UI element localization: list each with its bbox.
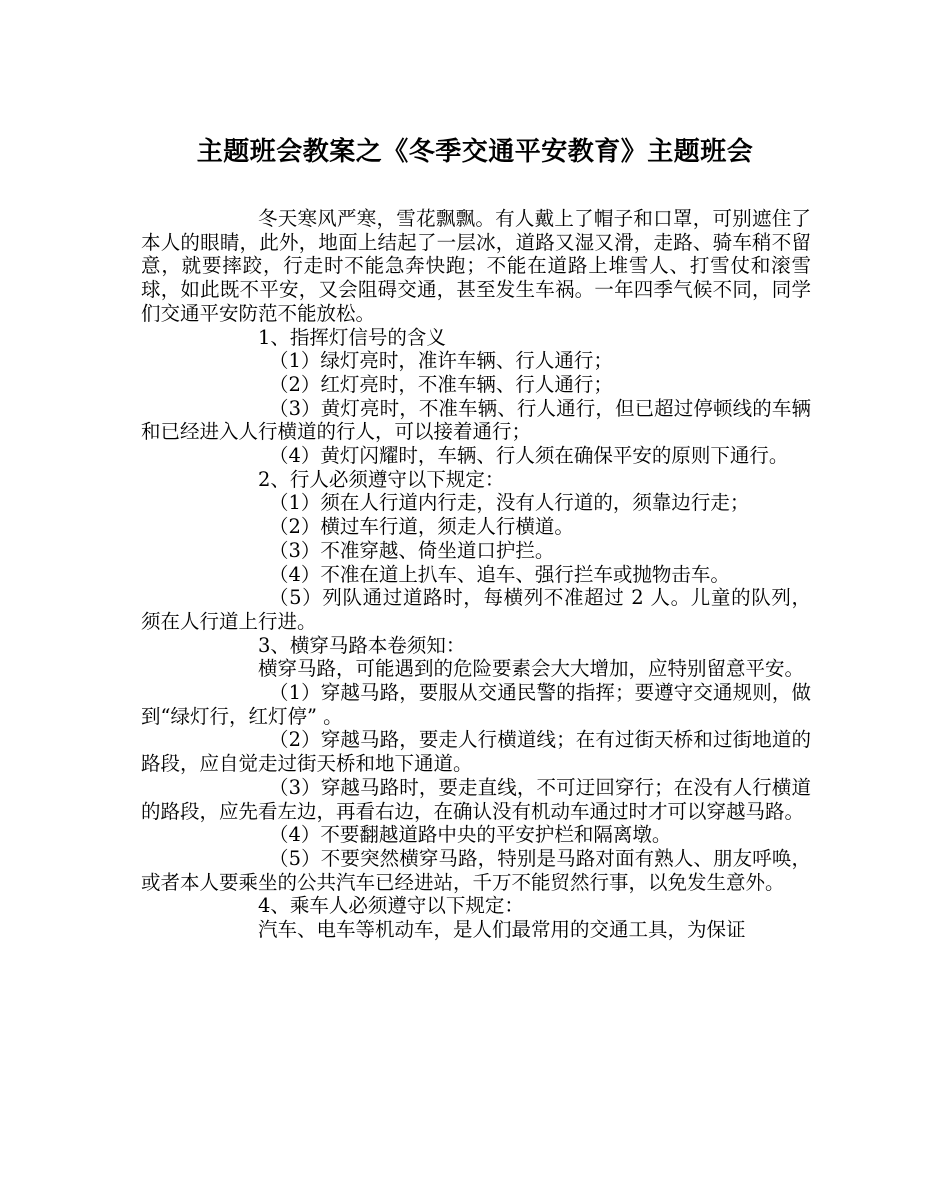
paragraph: 1、指挥灯信号的含义 [258,325,446,349]
paragraph: （5）列队通过道路时，每横列不准超过 2 人。儿童的队列，须在人行道上行进。 [141,586,811,633]
paragraph: （2）红灯亮时，不准车辆、行人通行； [269,372,613,396]
paragraph: （2）横过车行道，须走人行横道。 [269,515,574,539]
document-body [141,207,811,942]
paragraph: （1）穿越马路，要服从交通民警的指挥；要遵守交通规则，做到“绿灯行，红灯停” 。 [141,681,811,728]
paragraph: 冬天寒风严寒，雪花飘飘。有人戴上了帽子和口罩，可别遮住了本人的眼睛，此外，地面上结起了一层冰，道路又湿又滑，走路、骑车稍不留意，就要摔跤，行走时不能急奔快跑；不能在道路上堆雪人、打雪仗和滚雪球，如此既不平安，又会阻碍交通，甚至发生车祸。一年四季气候不同，同学们交通平安防范不能放松。 [141,207,811,325]
paragraph: （5）不要突然横穿马路，特别是马路对面有熟人、朋友呼唤，或者本人要乘坐的公共汽车已经进站，千万不能贸然行事，以免发生意外。 [141,846,811,894]
paragraph: （4）不准在道上扒车、追车、强行拦车或抛物击车。 [269,562,730,586]
paragraph: （3）不准穿越、倚坐道口护拦。 [269,538,555,562]
paragraph: 2、行人必须遵守以下规定： [258,467,505,491]
paragraph: （1）须在人行道内行走，没有人行道的，须靠边行走； [269,491,750,515]
paragraph: 4、乘车人必须遵守以下规定： [258,894,524,918]
paragraph: （4）黄灯闪耀时，车辆、行人须在确保平安的原则下通行。 [269,444,789,468]
paragraph: （3）黄灯亮时，不准车辆、行人通行，但已超过停顿线的车辆和已经进入人行横道的行人，可以接着通行； [141,396,811,444]
paragraph: （1）绿灯亮时，准许车辆、行人通行； [269,349,613,373]
paragraph: 横穿马路，可能遇到的危险要素会大大增加，应特别留意平安。 [258,657,805,681]
paragraph: 3、横穿马路本卷须知： [258,633,466,657]
paragraph: （4）不要翻越道路中央的平安护栏和隔离墩。 [269,823,672,847]
paragraph: （2）穿越马路，要走人行横道线；在有过街天桥和过街地道的路段，应自觉走过街天桥和地下通道。 [141,728,811,776]
paragraph: （3）穿越马路时，要走直线，不可迂回穿行；在没有人行横道的路段，应先看左边，再看右边，在确认没有机动车通过时才可以穿越马路。 [141,775,811,823]
paragraph: 汽车、电车等机动车，是人们最常用的交通工具，为保证 [258,918,746,942]
document-title: 主题班会教案之《冬季交通平安教育》主题班会 [196,137,754,167]
